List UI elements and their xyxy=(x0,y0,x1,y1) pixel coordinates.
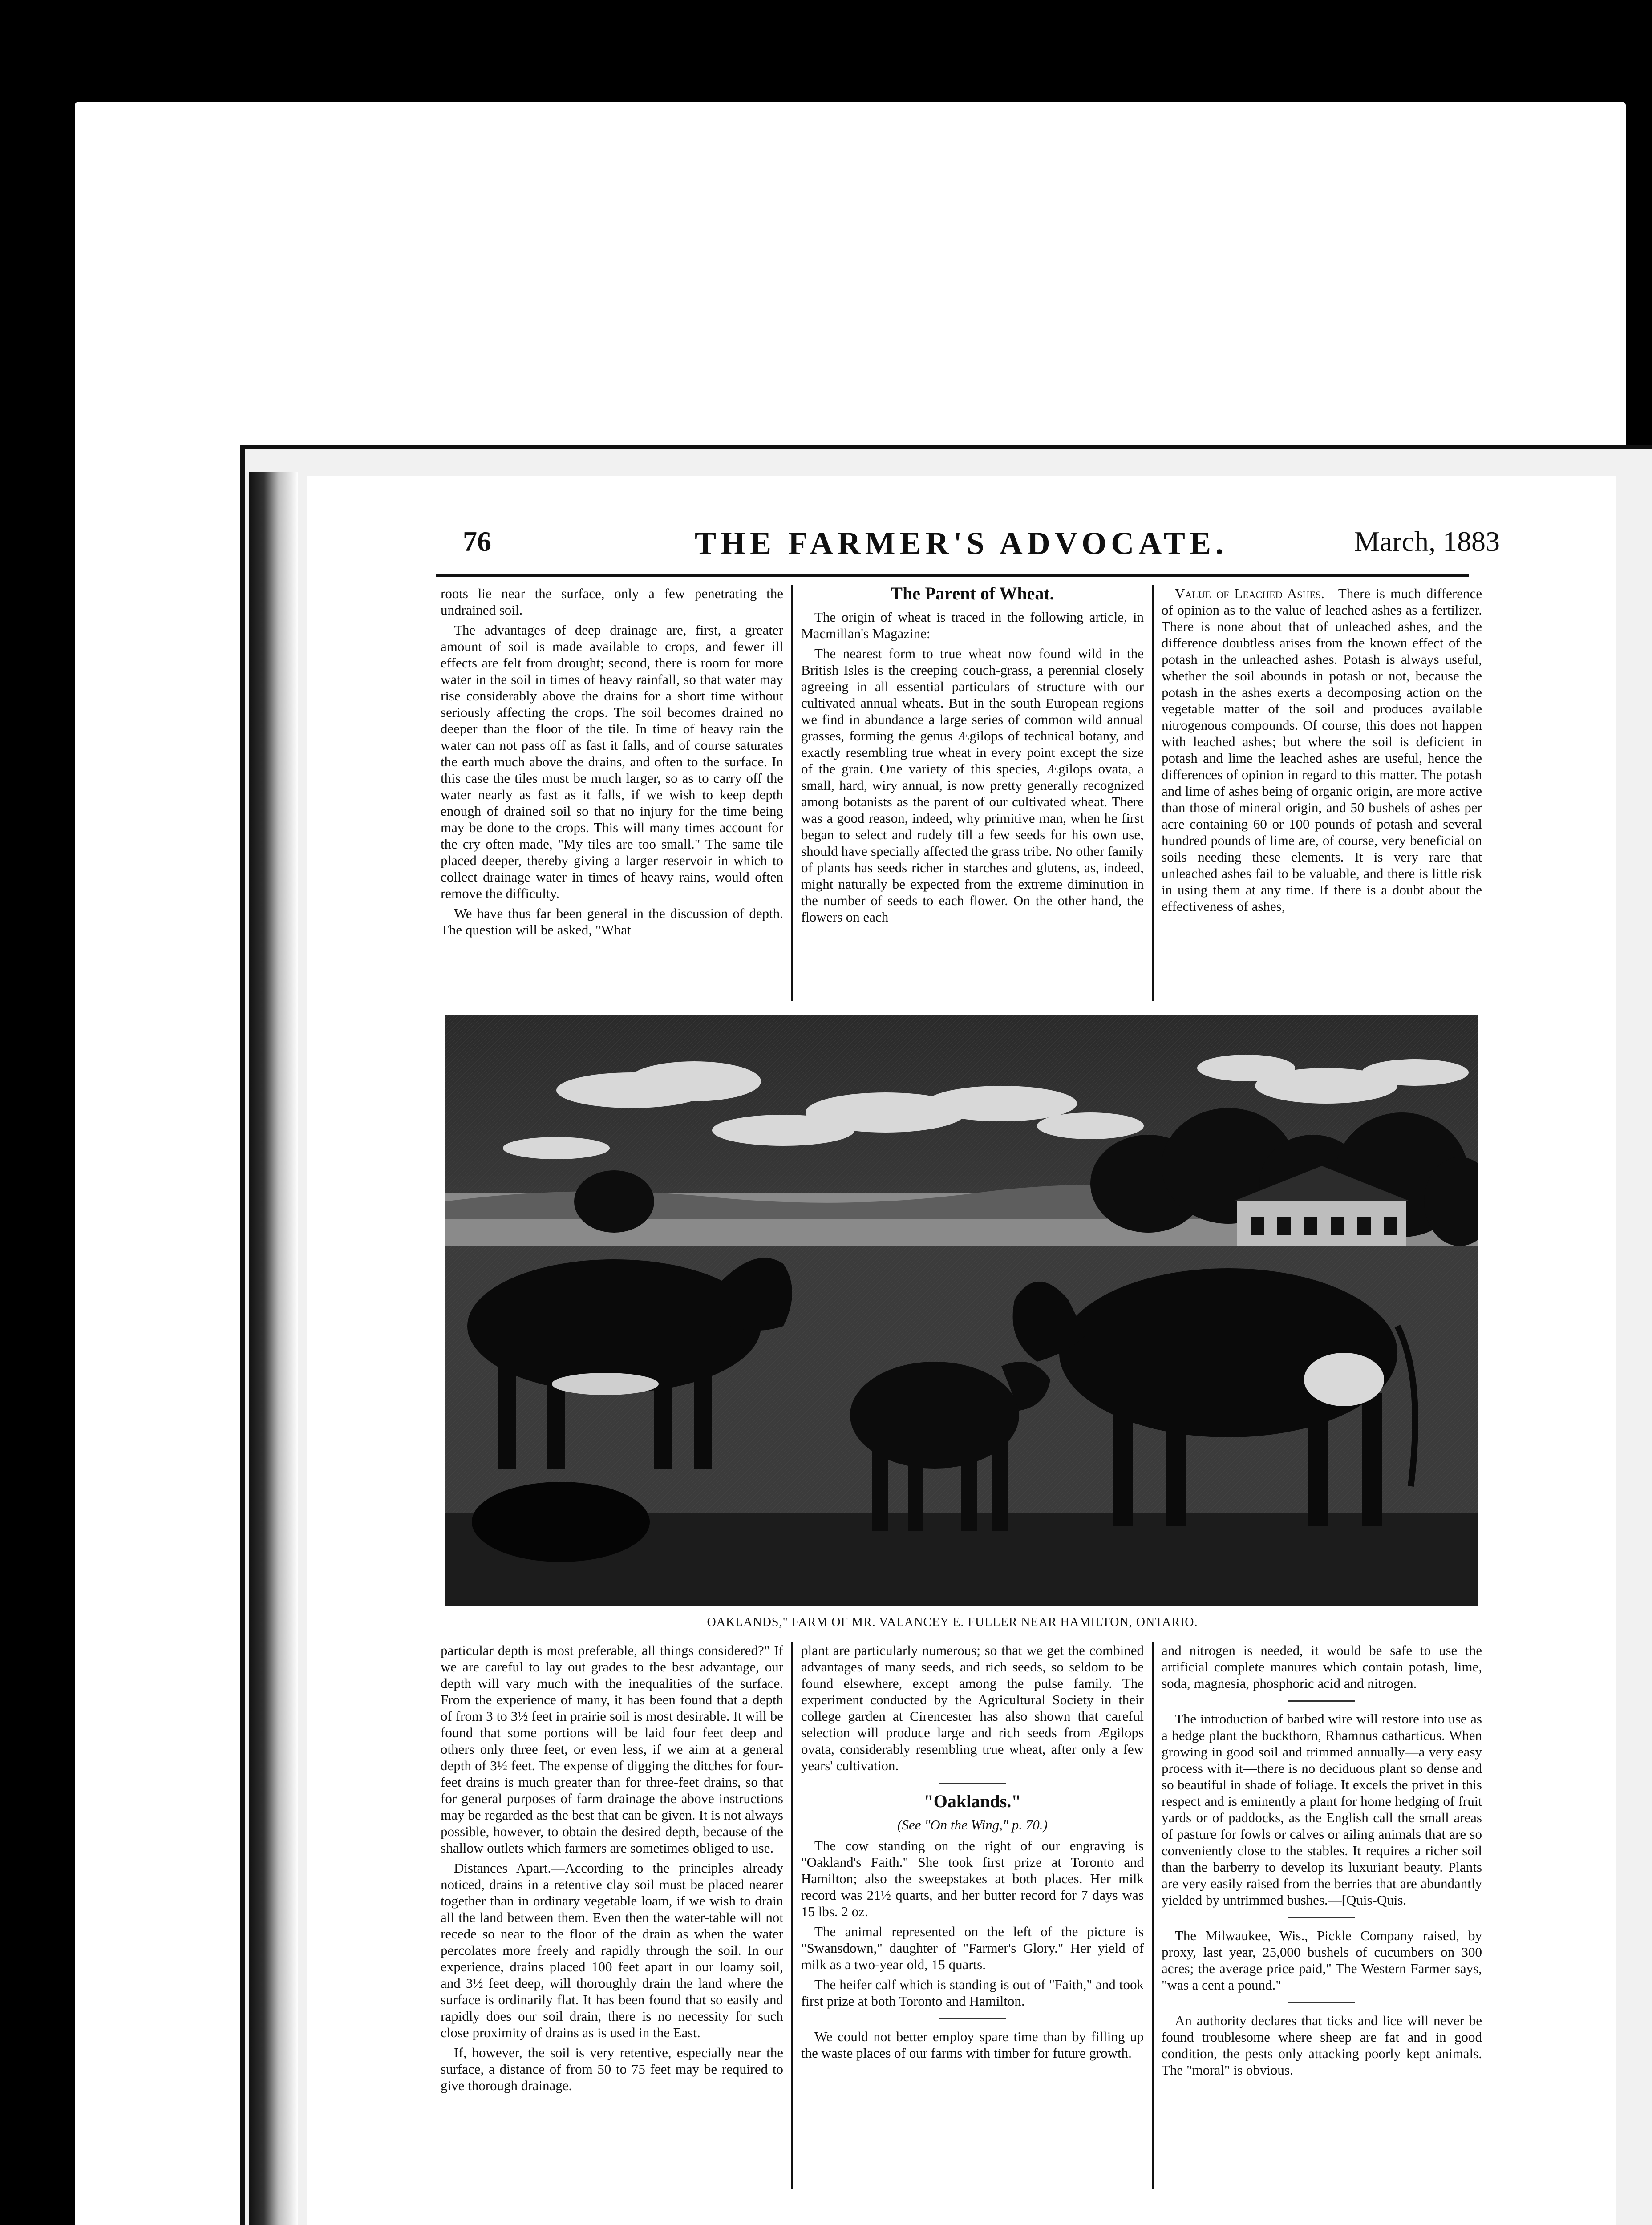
engraving-caption: OAKLANDS," FARM OF MR. VALANCEY E. FULLER NEAR HAMILTON, ONTARIO. xyxy=(707,1615,1198,1629)
paragraph: Distances Apart.—According to the principles already noticed, drains in a retentive clay soil must be placed nearer together than in ordinary vegetable loam, if we wish to drain all the land between them. Even then the water-table will not recede so near to the floor of the drain as when the water percolates more freely and rapidly through the soil. In our experience, drains placed 100 feet apart in our loamy soil, and 3½ feet deep, will thoroughly drain the land where the surface is ordinarily flat. It has been found that so easily and rapidly does our soil drain, there is no necessity for such close proximity of drains as is used in the East. xyxy=(441,1860,783,2040)
column-1-bottom xyxy=(441,1642,783,2097)
section-separator xyxy=(939,1783,1006,1784)
paragraph: An authority declares that ticks and lice will never be found troublesome where sheep are fat and in good condition, the pests only attacking poorly kept animals. The "moral" is obvious. xyxy=(1162,2013,1482,2078)
issue-date: March, 1883 xyxy=(1354,526,1500,557)
paragraph: The nearest form to true wheat now found wild in the British Isles is the creeping couch-grass, a perennial closely agreeing in all essential particulars of structure with our cultivated annual wheats. But in the south European regions we find in abundance a large series of common wild annual grasses, forming the genus Ægilops of technical botany, and exactly resembling true wheat in every point except the size of the grain. One variety of this species, Ægilops ovata, a small, hard, wiry annual, is now pretty generally recognized among botanists as the parent of our cultivated wheat. There was a good reason, indeed, why primitive man, when he first began to select and rudely till a few seeds for his own use, should have specially affected the grass tribe. No other family of plants has seeds richer in starches and glutens, as, indeed, might naturally be expected from the extreme diminution in the number of seeds to each flower. On the other hand, the flowers on each xyxy=(801,646,1144,925)
column-1-top xyxy=(441,585,783,942)
column-3-bottom xyxy=(1162,1642,1482,2082)
book-spine xyxy=(249,472,298,2225)
paragraph: The Milwaukee, Wis., Pickle Company raised, by proxy, last year, 25,000 bushels of cucumbers on 300 acres; the average price paid," The Western Farmer says, "was a cent a pound." xyxy=(1162,1928,1482,1993)
paragraph: roots lie near the surface, only a few penetrating the undrained soil. xyxy=(441,586,783,618)
section-lead: Value of Leached Ashes. xyxy=(1175,586,1324,601)
paragraph: —There is much difference of opinion as to the value of leached ashes as a fertilizer. There is none about that of unleached ashes, and the difference doubtless arises from the known effect of the potash in the unleached ashes. Potash is always useful, whether the soil abounds in potash or not, because the potash in the ashes exerts a decomposing action on the vegetable matter of the soil and produces available nitrogenous compounds. Of course, this does not happen with leached ashes; but where the soil is deficient in potash and lime the leached ashes are useful, hence the differences of opinion in regard to this matter. The potash and lime of ashes being of organic origin, are more active than those of mineral origin, and 50 bushels of ashes per acre containing 60 or 100 pounds of potash and several hundred pounds of lime are, of course, very beneficial on soils needing these elements. It is very rare that unleached ashes fail to be valuable, and there is little risk in using them at any time. If there is a doubt about the effectiveness of ashes, xyxy=(1162,586,1482,914)
article-heading: The Parent of Wheat. xyxy=(891,583,1054,603)
newspaper-page xyxy=(307,476,1616,2225)
masthead-title: THE FARMER'S ADVOCATE. xyxy=(695,526,1228,561)
section-separator xyxy=(1288,1917,1355,1918)
paragraph: particular depth is most preferable, all things considered?" If we are careful to lay out grades to the best advantage, our depth will vary much with the inequalities of the surface. From the experience of many, it has been found that a depth of from 3 to 3½ feet in prairie soil is most desirable. It will be found that some portions will be laid four feet deep and others only three feet, or even less, if we aim at a general depth of 3½ feet. The expense of digging the ditches for four-feet drains is much greater than for three-feet drains, so that for general purposes of farm drainage the above instructions may be regarded as the best that can be given. It is not always possible, however, to obtain the desired depth, because of the shallow outlets which farmers are sometimes obliged to use. xyxy=(441,1642,783,1856)
paragraph: The cow standing on the right of our engraving is "Oakland's Faith." She took first prize at Toronto and Hamilton; also the sweepstakes at both places. Her milk record was 21½ quarts, and her butter record for 7 days was 15 lbs. 2 oz. xyxy=(801,1838,1144,1919)
paragraph: The heifer calf which is standing is out of "Faith," and took first prize at both Toronto and Hamilton. xyxy=(801,1977,1144,2009)
column-3-top xyxy=(1162,585,1482,918)
engraving-illustration xyxy=(445,1015,1478,1606)
column-divider xyxy=(1152,585,1154,1001)
column-divider xyxy=(1152,1642,1154,2189)
paragraph: The introduction of barbed wire will restore into use as a hedge plant the buckthorn, Rhamnus catharticus. When growing in good soil and trimmed annually—a very easy process with it—there is no deciduous plant so dense and so beautiful in shade of foliage. It excels the privet in this respect and is eminently a plant for home hedging of fruit yards or of paddocks, as the English call the small areas of pasture for fowls or calves or ailing animals that are so conveniently close to the stables. It requires a richer soil than the barberry to develop its luxuriant beauty. Plants are very easily raised from the berries that are abundantly yielded by untrimmed bushes.—[Quis-Quis. xyxy=(1162,1711,1482,1908)
article-heading: "Oaklands." xyxy=(923,1791,1021,1811)
column-divider xyxy=(791,1642,793,2189)
section-separator xyxy=(1288,2002,1355,2003)
paragraph: We could not better employ spare time than by filling up the waste places of our farms with timber for future growth. xyxy=(801,2029,1144,2061)
paragraph: We have thus far been general in the discussion of depth. The question will be asked, "What xyxy=(441,906,783,938)
paragraph: plant are particularly numerous; so that we get the combined advantages of many seeds, and rich seeds, so seldom to be found elsewhere, except among the pulse family. The experiment conducted by the Agricultural Society in their college garden at Cirencester has also shown that careful selection will produce large and rich seeds from Ægilops ovata, considerably resembling true wheat, after only a few years' cultivation. xyxy=(801,1642,1144,1773)
engraving-oaklands-farm xyxy=(445,1015,1478,1606)
page-header xyxy=(307,525,1616,570)
paragraph: If, however, the soil is very retentive, especially near the surface, a distance of from 50 to 75 feet may be required to give thorough drainage. xyxy=(441,2045,783,2093)
paragraph: The animal represented on the left of the picture is "Swansdown," daughter of "Farmer's Glory." Her yield of milk as a two-year old, 15 quarts. xyxy=(801,1924,1144,1972)
article-subheading: (See "On the Wing," p. 70.) xyxy=(897,1817,1048,1833)
page-number: 76 xyxy=(463,526,491,557)
section-separator xyxy=(939,2018,1006,2019)
column-2-bottom xyxy=(801,1642,1144,2065)
column-2-top xyxy=(801,585,1144,929)
paragraph: and nitrogen is needed, it would be safe to use the artificial complete manures which contain potash, lime, soda, magnesia, phosphoric acid and nitrogen. xyxy=(1162,1642,1482,1691)
header-rule xyxy=(436,574,1469,577)
section-separator xyxy=(1288,1700,1355,1702)
column-divider xyxy=(791,585,793,1001)
paragraph: The origin of wheat is traced in the following article, in Macmillan's Magazine: xyxy=(801,609,1144,641)
paragraph: The advantages of deep drainage are, first, a greater amount of soil is made available to crops, and fewer ill effects are felt from drought; second, there is room for more water in the soil in times of heavy rainfall, so that water may rise considerably above the drains for a short time without seriously affecting the crops. The soil becomes drained no deeper than the floor of the tile. In time of heavy rain the water can not pass off as fast it falls, and of course saturates the earth much above the drains, and often to the surface. In this case the tiles must be much larger, so as to carry off the water nearly as fast as it falls, if we wish to keep depth enough of drained soil so that no injury for the time being may be done to the crops. This will many times account for the cry often made, "My tiles are too small." The same tile placed deeper, thereby giving a larger reservoir in which to collect drainage water in times of heavy rains, would often remove the difficulty. xyxy=(441,622,783,901)
